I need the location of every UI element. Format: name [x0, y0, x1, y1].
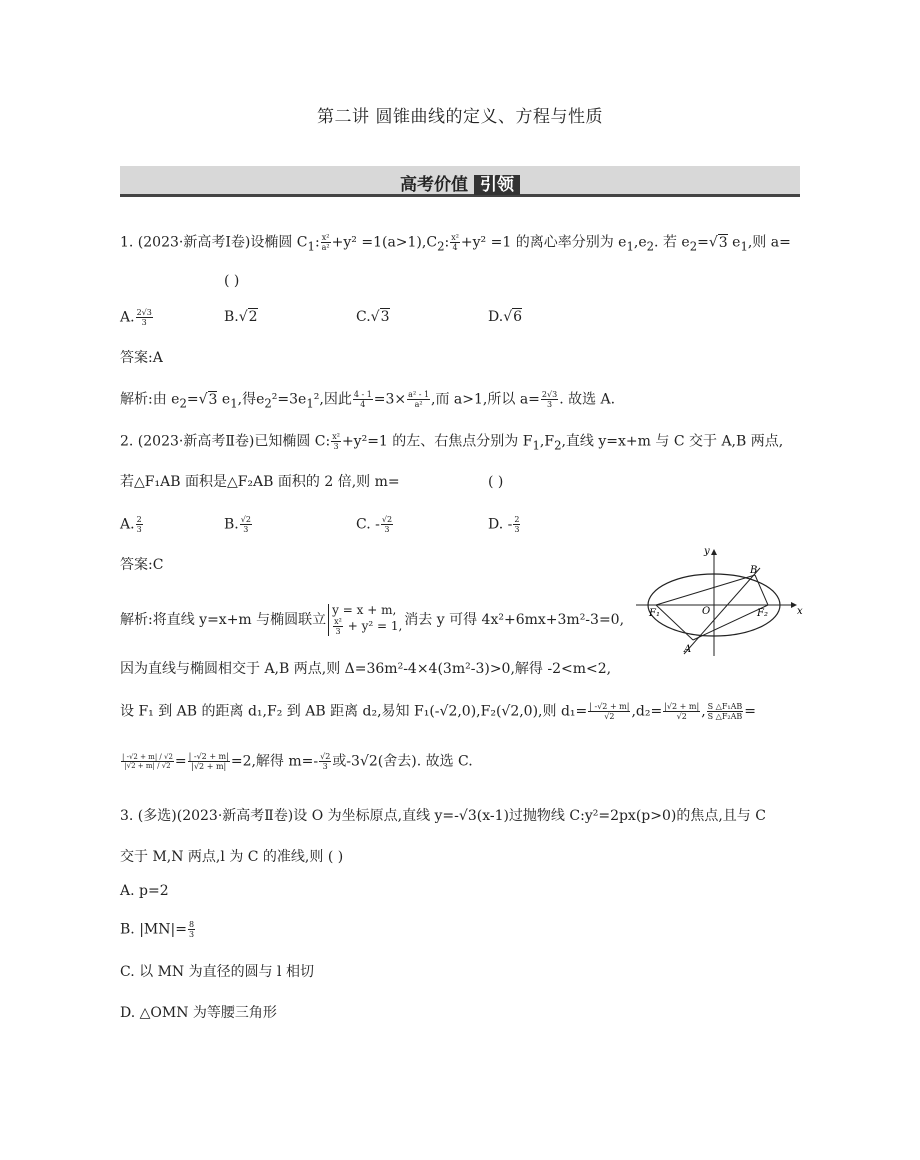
q3-option-a: A. p=2 — [120, 883, 169, 899]
q1-stem: 1. (2023·新高考Ⅰ卷)设椭圆 $C_1$: $\frac{\text{x²}}{\text{a²}}$ $+y^2 =1(a>1),C_2$: $\frac{\text{x²}}{4}$ +y² =1 的离心率分别为 $e_1,e_2$. 若 $e_2=√3$ $e_1$,则 a= — [120, 233, 791, 254]
line-ab — [684, 568, 760, 654]
label-f2: F₂ — [757, 608, 768, 619]
label-x: x — [797, 606, 803, 617]
q1-option-d: D.√6 — [488, 309, 523, 325]
label-f1: F₁ — [649, 608, 660, 619]
q2-stem-line2: 若△F₁AB 面积是△F₂AB 面积的 2 倍,则 m= — [120, 474, 400, 490]
q2-solution-line2: 因为直线与椭圆相交于 A,B 两点,则 Δ=36m²-4×4(3m²-3)>0,解得 -2<m<2, — [120, 661, 612, 677]
q2-stem-line1: 2. (2023·新高考Ⅱ卷)已知椭圆 C: $\frac{\text{x²}}{3}$ +y²=1 的左、右焦点分别为 $F_1,F_2$,直线 y=x+m 与 C 交于 A,B 两点, — [120, 432, 784, 453]
q2-answer: 答案:C — [120, 557, 164, 573]
q3-stem-line2: 交于 M,N 两点,l 为 C 的准线,则 ( ) — [120, 849, 344, 865]
q3-option-b: B. |MN|= $\frac{8}{3}$ — [120, 920, 195, 939]
label-o: O — [702, 606, 711, 617]
line-f1-a — [656, 605, 693, 640]
q1-answer: 答案:A — [120, 350, 163, 366]
q2-option-d: D. - $\frac{2}{3}$ — [488, 515, 520, 534]
q1-option-c: C.√3 — [356, 309, 390, 325]
q3-option-d: D. △OMN 为等腰三角形 — [120, 1005, 277, 1021]
q2-solution-line4: $\frac{| -√2 + m| / √2}{|√2 + m| / √2}$ = $\frac{| -√2 + m|}{|√2 + m|}$ =2,解得 m=- $\frac{√2}{3}$ 或-3√2(舍去). 故选 C. — [122, 752, 473, 771]
q2-solution-line3: 设 F₁ 到 AB 的距离 d₁,F₂ 到 AB 距离 d₂,易知 F₁(-√2,0),F₂(√2,0),则 d₁= $\frac{| -√2 + m|}{√2}$ ,d₂= $\frac{|√2 + m|}{√2}$ , $\frac{\text{S △F₁AB}}{\text{S △F₂AB}}$ = — [120, 702, 756, 721]
banner-right: 引领 — [474, 175, 520, 195]
label-a: A — [684, 644, 692, 655]
q3-stem-line1: 3. (多选)(2023·新高考Ⅱ卷)设 O 为坐标原点,直线 y=-√3(x-1)过抛物线 C:y²=2px(p>0)的焦点,且与 C — [120, 808, 766, 824]
q2-option-b: B. $\frac{√2}{3}$ — [224, 515, 251, 534]
q2-solution-line1: 解析:将直线 y=x+m 与椭圆联立 y = x + m, $\frac{\text{x²}}{3}$ + y² = 1, 消去 y 可得 4x²+6mx+3m²-3=0, — [120, 603, 625, 636]
label-b: B — [750, 565, 758, 576]
section-banner — [120, 166, 800, 197]
q1-option-b: B.√2 — [224, 309, 258, 325]
q3-option-c: C. 以 MN 为直径的圆与 l 相切 — [120, 964, 314, 980]
q1-option-a: A. $\frac{2√3}{3}$ — [120, 308, 152, 327]
banner-left: 高考价值 — [400, 175, 468, 195]
q1-paren: ( ) — [224, 273, 240, 289]
q1-solution: 解析:由 $e_2=√3$ $e_1$,得$e_2^2=3e_1^2$,因此 $\frac{4 - 1}{4}$ =3× $\frac{\text{a² - 1}}{\text{a²}}$ ,而 a>1,所以 a= $\frac{2√3}{3}$ . 故选 A. — [120, 390, 616, 411]
ellipse-diagram — [636, 544, 806, 659]
line-b-f2 — [755, 575, 768, 605]
q2-paren: ( ) — [488, 474, 504, 490]
label-y: y — [704, 546, 710, 557]
q2-option-c: C. - $\frac{√2}{3}$ — [356, 515, 393, 534]
q2-option-a: A. $\frac{2}{3}$ — [120, 515, 142, 534]
page-title: 第二讲 圆锥曲线的定义、方程与性质 — [317, 107, 603, 127]
